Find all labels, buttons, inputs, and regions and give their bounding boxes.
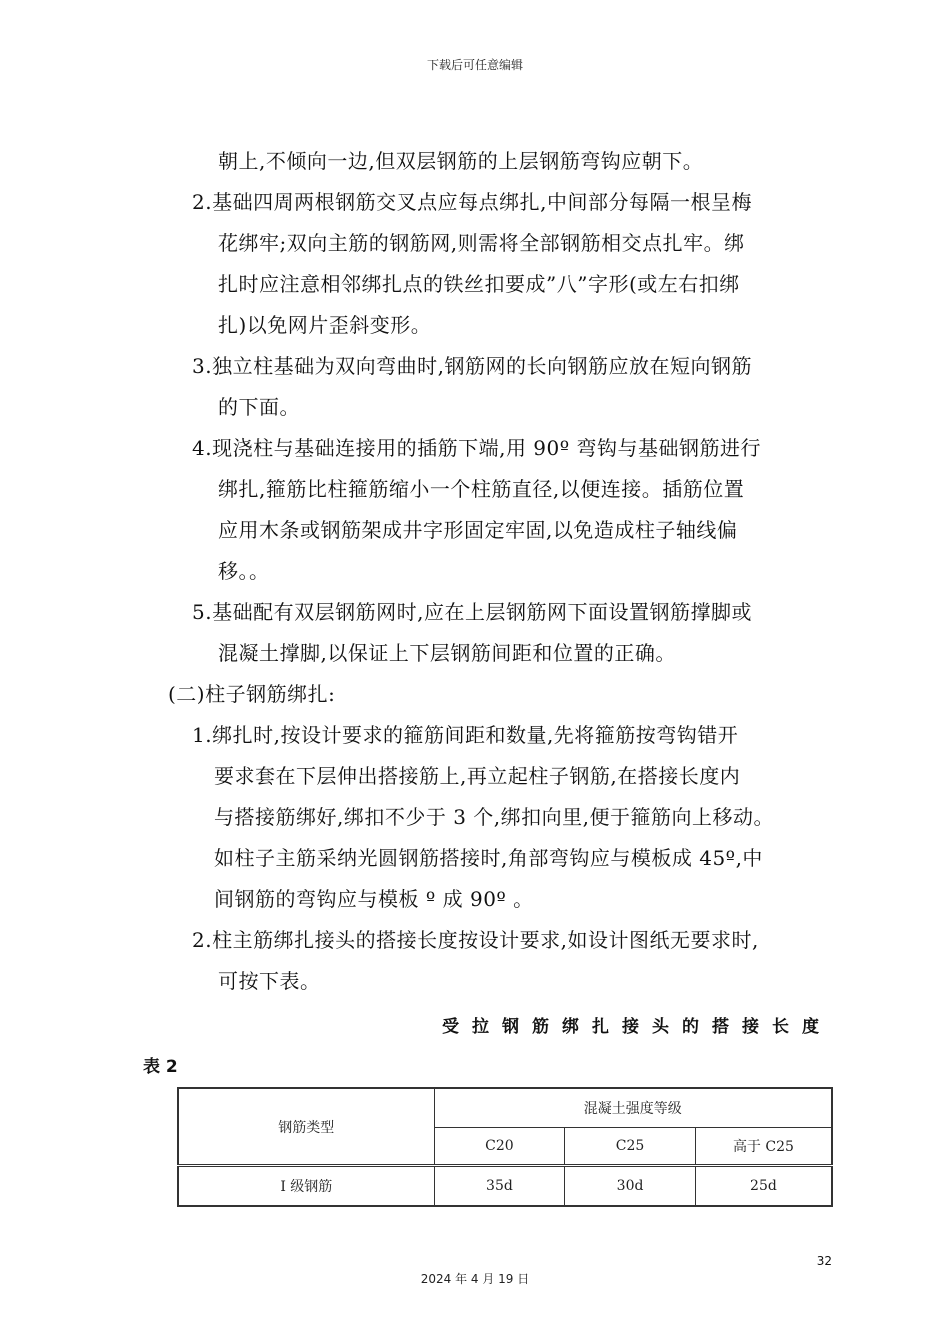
text-line: 移。。	[218, 559, 270, 583]
header-steel-type: 钢筋类型	[178, 1088, 434, 1166]
text-line: 间钢筋的弯钩应与模板 º 成 90º 。	[214, 887, 534, 911]
cell-value: 35d	[434, 1166, 565, 1207]
row-steel-type: Ⅰ 级钢筋	[178, 1166, 434, 1207]
list-item-3: 3.独立柱基础为双向弯曲时,钢筋网的长向钢筋应放在短向钢筋	[192, 354, 752, 378]
page-header: 下载后可任意编辑	[426, 58, 523, 72]
text-line: 要求套在下层伸出搭接筋上,再立起柱子钢筋,在搭接长度内	[214, 764, 741, 788]
text-line: 与搭接筋绑好,绑扣不少于 3 个,绑扣向里,便于箍筋向上移动。	[214, 805, 775, 829]
text-line: 朝上,不倾向一边,但双层钢筋的上层钢筋弯钩应朝下。	[218, 149, 704, 173]
table-caption: 受拉钢筋绑扎接头的搭接长度	[442, 1017, 832, 1037]
text-line: 混凝土撑脚,以保证上下层钢筋间距和位置的正确。	[218, 641, 676, 665]
cell-value: 30d	[565, 1166, 696, 1207]
list-item-2: 2.基础四周两根钢筋交叉点应每点绑扎,中间部分每隔一根呈梅	[192, 190, 752, 214]
header-grade-c25: C25	[565, 1128, 696, 1166]
page-footer-date: 2024 年 4 月 19 日	[420, 1272, 530, 1286]
table-label: 表 2	[143, 1057, 178, 1077]
header-grade-c20: C20	[434, 1128, 565, 1166]
list-item-1: 1.绑扎时,按设计要求的箍筋间距和数量,先将箍筋按弯钩错开	[192, 723, 739, 747]
header-concrete-grade: 混凝土强度等级	[434, 1088, 832, 1128]
section-heading: (二)柱子钢筋绑扎:	[168, 682, 336, 706]
text-line: 的下面。	[218, 395, 300, 419]
text-line: 可按下表。	[218, 969, 321, 993]
table-row	[178, 1166, 832, 1207]
text-line: 应用木条或钢筋架成井字形固定牢固,以免造成柱子轴线偏	[218, 518, 738, 542]
text-line: 如柱子主筋采纳光圆钢筋搭接时,角部弯钩应与模板成 45º,中	[214, 846, 763, 870]
list-item-2: 2.柱主筋绑扎接头的搭接长度按设计要求,如设计图纸无要求时,	[192, 928, 759, 952]
lap-length-table	[177, 1087, 833, 1207]
page-number: 32	[816, 1254, 832, 1268]
text-line: 扎时应注意相邻绑扎点的铁丝扣要成”八”字形(或左右扣绑	[218, 272, 740, 296]
header-grade-above-c25: 高于 C25	[695, 1128, 832, 1166]
cell-value: 25d	[695, 1166, 832, 1207]
text-line: 扎)以免网片歪斜变形。	[218, 313, 432, 337]
list-item-5: 5.基础配有双层钢筋网时,应在上层钢筋网下面设置钢筋撑脚或	[192, 600, 752, 624]
list-item-4: 4.现浇柱与基础连接用的插筋下端,用 90º 弯钩与基础钢筋进行	[192, 436, 762, 460]
text-line: 花绑牢;双向主筋的钢筋网,则需将全部钢筋相交点扎牢。绑	[218, 231, 745, 255]
text-line: 绑扎,箍筋比柱箍筋缩小一个柱筋直径,以便连接。插筋位置	[218, 477, 745, 501]
